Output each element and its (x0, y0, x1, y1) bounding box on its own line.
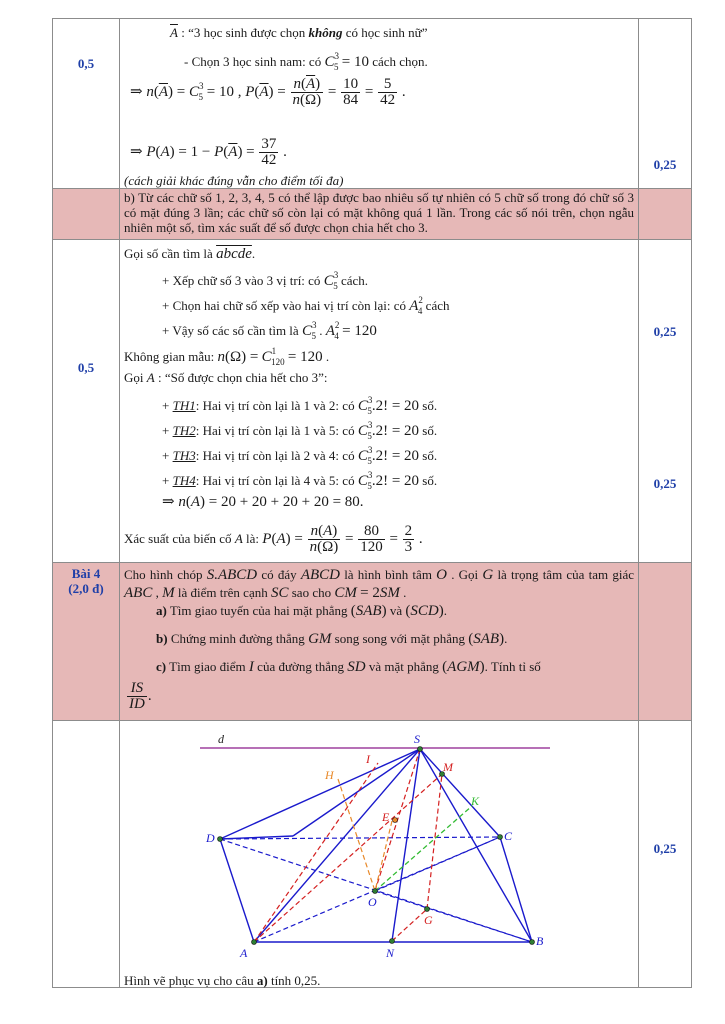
row1-score-right: 0,25 (653, 157, 677, 172)
bai4-label: Bài 4 (71, 566, 101, 581)
bai4-qb: b) Chứng minh đường thẳng GM song song với mặt phẳng (SAB). (156, 631, 508, 647)
svg-text:E: E (382, 810, 390, 824)
row5-score-right: 0,25 (653, 841, 677, 856)
bai4-qc: c) Tìm giao điểm I của đường thẳng SD và mặt phẳng (AGM). Tính tỉ số (156, 659, 541, 675)
note-line: (cách giải khác đúng vẫn cho điểm tối đa) (124, 173, 344, 188)
answer-table (52, 18, 692, 988)
svg-text:H: H (325, 768, 334, 782)
r3-sum: ⇒ n(A) = 20 + 20 + 20 + 20 = 80. (162, 494, 364, 510)
svg-text:C: C (504, 829, 513, 843)
svg-text:O: O (368, 895, 377, 909)
svg-text:M: M (443, 760, 453, 774)
r3-l5: Không gian mẫu: $n(\Omega) = C^1_{120} = 120$ . (124, 346, 330, 367)
r3-th1: + TH1: Hai vị trí còn lại là 1 và 2: có $C^3_5.2$! = 20 số. (162, 395, 438, 416)
p-line: ⇒ $P(A) = 1 - P(\overline{A})$ = $\frac{37}{42}$ . (130, 136, 287, 168)
svg-text:d: d (218, 732, 224, 746)
red-lines (254, 749, 442, 942)
r3-l3: + Chọn hai chữ số xếp vào hai vị trí còn lại: có $A^2_4$ cách (162, 295, 450, 316)
row1-score-left: 0,5 (77, 56, 95, 71)
row3-score-left-cell (53, 240, 120, 563)
row1-score-left-cell (53, 19, 120, 189)
row1-content (120, 19, 639, 189)
svg-text:K: K (471, 794, 480, 808)
row1-score-right-cell (639, 19, 692, 189)
svg-text:B: B (536, 934, 544, 948)
svg-text:I: I (366, 752, 370, 766)
row-4 (53, 563, 692, 721)
row-1 (53, 19, 692, 189)
bai4-qa: a) Tìm giao tuyến của hai mặt phẳng (SAB) và (SCD). (156, 603, 447, 619)
green-line (375, 806, 472, 891)
row3-score-right-cell (639, 240, 692, 563)
svg-text:S: S (414, 732, 420, 746)
event-line: $\overline{A}$ : “3 học sinh được chọn không có học sinh nữ” (170, 25, 428, 40)
row-2 (53, 189, 692, 240)
bai4-ratio: $\frac{IS}{ID}$ . (129, 680, 152, 712)
r3-l4: + Vậy số các số cần tìm là $C^3_5$ . $A^2_4 = 120$ (162, 320, 377, 341)
row5-score-cell (639, 721, 692, 988)
choose-line: - Chọn 3 học sinh nam: có $C^3_5 = 10$ cách chọn. (184, 51, 428, 72)
pyramid-figure (120, 721, 638, 961)
figure-cell (120, 721, 639, 988)
points (218, 747, 535, 945)
svg-text:N: N (386, 946, 395, 960)
row3-content (120, 240, 639, 563)
r3-l1: Gọi số cần tìm là abcde. (124, 246, 256, 262)
row3-score-left: 0,5 (77, 360, 95, 375)
row-5 (53, 721, 692, 988)
problem-b-cell (120, 189, 639, 240)
bai4-intro: Cho hình chóp S.ABCD có đáy ABCD là hình bình tâm O . Gọi G là trọng tâm của tam giác ABC , M là điểm trên cạnh SC sao cho CM = 2SM . (124, 567, 635, 601)
row3-score-right-1: 0,25 (653, 324, 677, 339)
r3-l6: Gọi A : “Số được chọn chia hết cho 3”: (124, 370, 328, 385)
r3-th2: + TH2: Hai vị trí còn lại là 1 và 5: có $C^3_5.2$! = 20 số. (162, 420, 438, 441)
n-bar-line: ⇒ $n(\overline{A}) = C^3_5 = 10$ , $P(\overline{A})$ = $\frac{n(\overline{A})}{n(\Omega)}$ = $\frac{10}{84}$ = $\frac{5}{42}$ . (130, 76, 406, 108)
bai4-content (120, 563, 639, 721)
svg-text:G: G (424, 913, 433, 927)
svg-text:D: D (206, 831, 215, 845)
figure-labels (205, 732, 544, 960)
svg-text:A: A (240, 946, 248, 960)
row3-score-right-2: 0,25 (653, 476, 677, 491)
figure-caption: Hình vẽ phục vụ cho câu a) tính 0,25. (124, 973, 321, 988)
solid-edges (220, 749, 532, 942)
bai4-cell (53, 563, 120, 721)
row-3 (53, 240, 692, 563)
r3-th3: + TH3: Hai vị trí còn lại là 2 và 4: có $C^3_5.2$! = 20 số. (162, 445, 438, 466)
problem-b-text: b) Từ các chữ số 1, 2, 3, 4, 5 có thể lập được bao nhiêu số tự nhiên có 5 chữ số trong đó chữ số 3 có mặt đúng 3 lần; các chữ số còn lại có mặt không quá 1 lần. Trong các số nói trên, chọn ngẫu nhiên một số, tìm xác suất để số được chọn chia hết cho 3. (124, 190, 634, 235)
r3-prob: Xác suất của biến cố A là: P(A) = $\frac{n(A)}{n(\Omega)}$ = $\frac{80}{120}$ = $\frac{2}{3}$ . (124, 523, 423, 555)
bai4-points: (2,0 đ) (68, 581, 104, 596)
r3-l2: + Xếp chữ số 3 vào 3 vị trí: có $C^3_5$ cách. (162, 270, 369, 291)
r3-th4: + TH4: Hai vị trí còn lại là 4 và 5: có $C^3_5.2$! = 20 số. (162, 470, 438, 491)
